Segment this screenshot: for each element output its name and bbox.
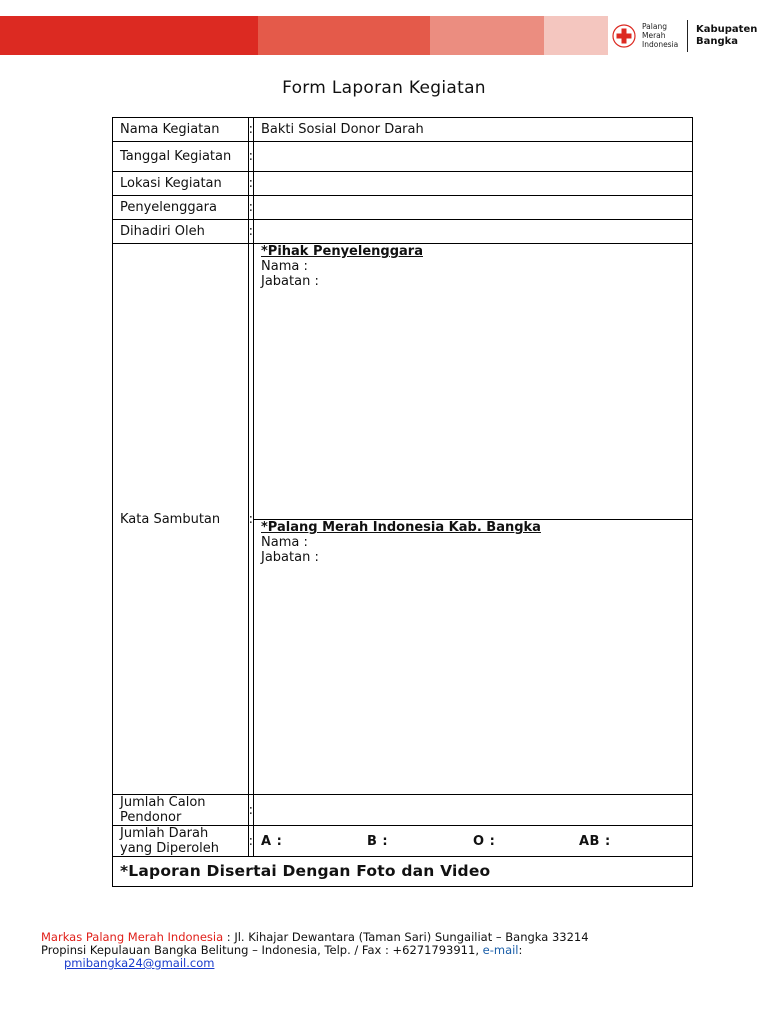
pmi-logo [610,18,760,54]
footer-email-colon: : [518,943,523,957]
row-colon: : [248,142,253,172]
footer-email-link[interactable]: pmibangka24@gmail.com [64,956,215,970]
sambutan-block-pmi[interactable] [254,519,692,794]
row-colon: : [248,826,253,857]
report-note: *Laporan Disertai Dengan Foto dan Video [113,857,693,887]
footer-province: Propinsi Kepulauan Bangka Belitung – Indonesia, Telp. / Fax : +6271793911, [41,943,483,957]
blood-type-a: A : [261,833,283,849]
field-dihadiri-oleh[interactable] [254,220,693,244]
header-band-3 [430,16,544,55]
field-jumlah-darah[interactable] [254,826,693,857]
logo-pmi-text: Palang Merah Indonesia [642,22,679,49]
field-kata-sambutan [254,244,693,795]
form-row-dihadiri-oleh [113,220,693,244]
footer-address: : Jl. Kihajar Dewantara (Taman Sari) Sungailiat – Bangka 33214 [223,930,589,944]
form-row-jumlah-calon [113,795,693,826]
blood-type-list [261,834,685,849]
page-title: Form Laporan Kegiatan [282,78,486,98]
row-colon: : [248,172,253,196]
red-cross-icon [612,24,636,48]
row-label: Kata Sambutan [113,244,249,795]
jabatan-label: Jabatan : [261,550,319,565]
form-row-kata-sambutan [113,244,693,795]
row-colon: : [248,118,253,142]
form-row-tanggal-kegiatan [113,142,693,172]
nama-label: Nama : [261,259,308,274]
field-nama-kegiatan[interactable]: Bakti Sosial Donor Darah [254,118,693,142]
header-band-2 [258,16,430,55]
row-colon: : [248,196,253,220]
row-label: Penyelenggara [113,196,249,220]
blood-type-o: O : [473,833,496,849]
header-band-1 [0,16,258,55]
form-row-jumlah-darah [113,826,693,857]
blood-type-b: B : [367,833,389,849]
nama-label: Nama : [261,535,308,550]
report-form-table [112,117,693,887]
logo-kabupaten-text: Kabupaten Bangka [696,24,758,47]
logo-divider [687,20,688,52]
jabatan-label: Jabatan : [261,274,319,289]
row-label: Nama Kegiatan [113,118,249,142]
footer [41,931,589,970]
row-colon: : [248,795,253,826]
row-label: Lokasi Kegiatan [113,172,249,196]
form-row-penyelenggara [113,196,693,220]
field-jumlah-calon[interactable] [254,795,693,826]
field-penyelenggara[interactable] [254,196,693,220]
row-label: Jumlah Darah yang Diperoleh [113,826,249,857]
row-label: Dihadiri Oleh [113,220,249,244]
row-label: Jumlah Calon Pendonor [113,795,249,826]
footer-org: Markas Palang Merah Indonesia [41,930,224,944]
footer-email-label: e-mail [482,943,519,957]
sambutan-block-penyelenggara[interactable] [254,244,692,519]
blood-type-ab: AB : [579,833,611,849]
section-heading: *Pihak Penyelenggara [261,244,423,259]
field-lokasi-kegiatan[interactable] [254,172,693,196]
row-colon: : [248,220,253,244]
row-colon: : [248,244,253,795]
header-band-4 [544,16,608,55]
field-tanggal-kegiatan[interactable] [254,142,693,172]
section-heading: *Palang Merah Indonesia Kab. Bangka [261,520,541,535]
form-row-lokasi-kegiatan [113,172,693,196]
form-row-note [113,857,693,887]
row-label: Tanggal Kegiatan [113,142,249,172]
form-row-nama-kegiatan [113,118,693,142]
